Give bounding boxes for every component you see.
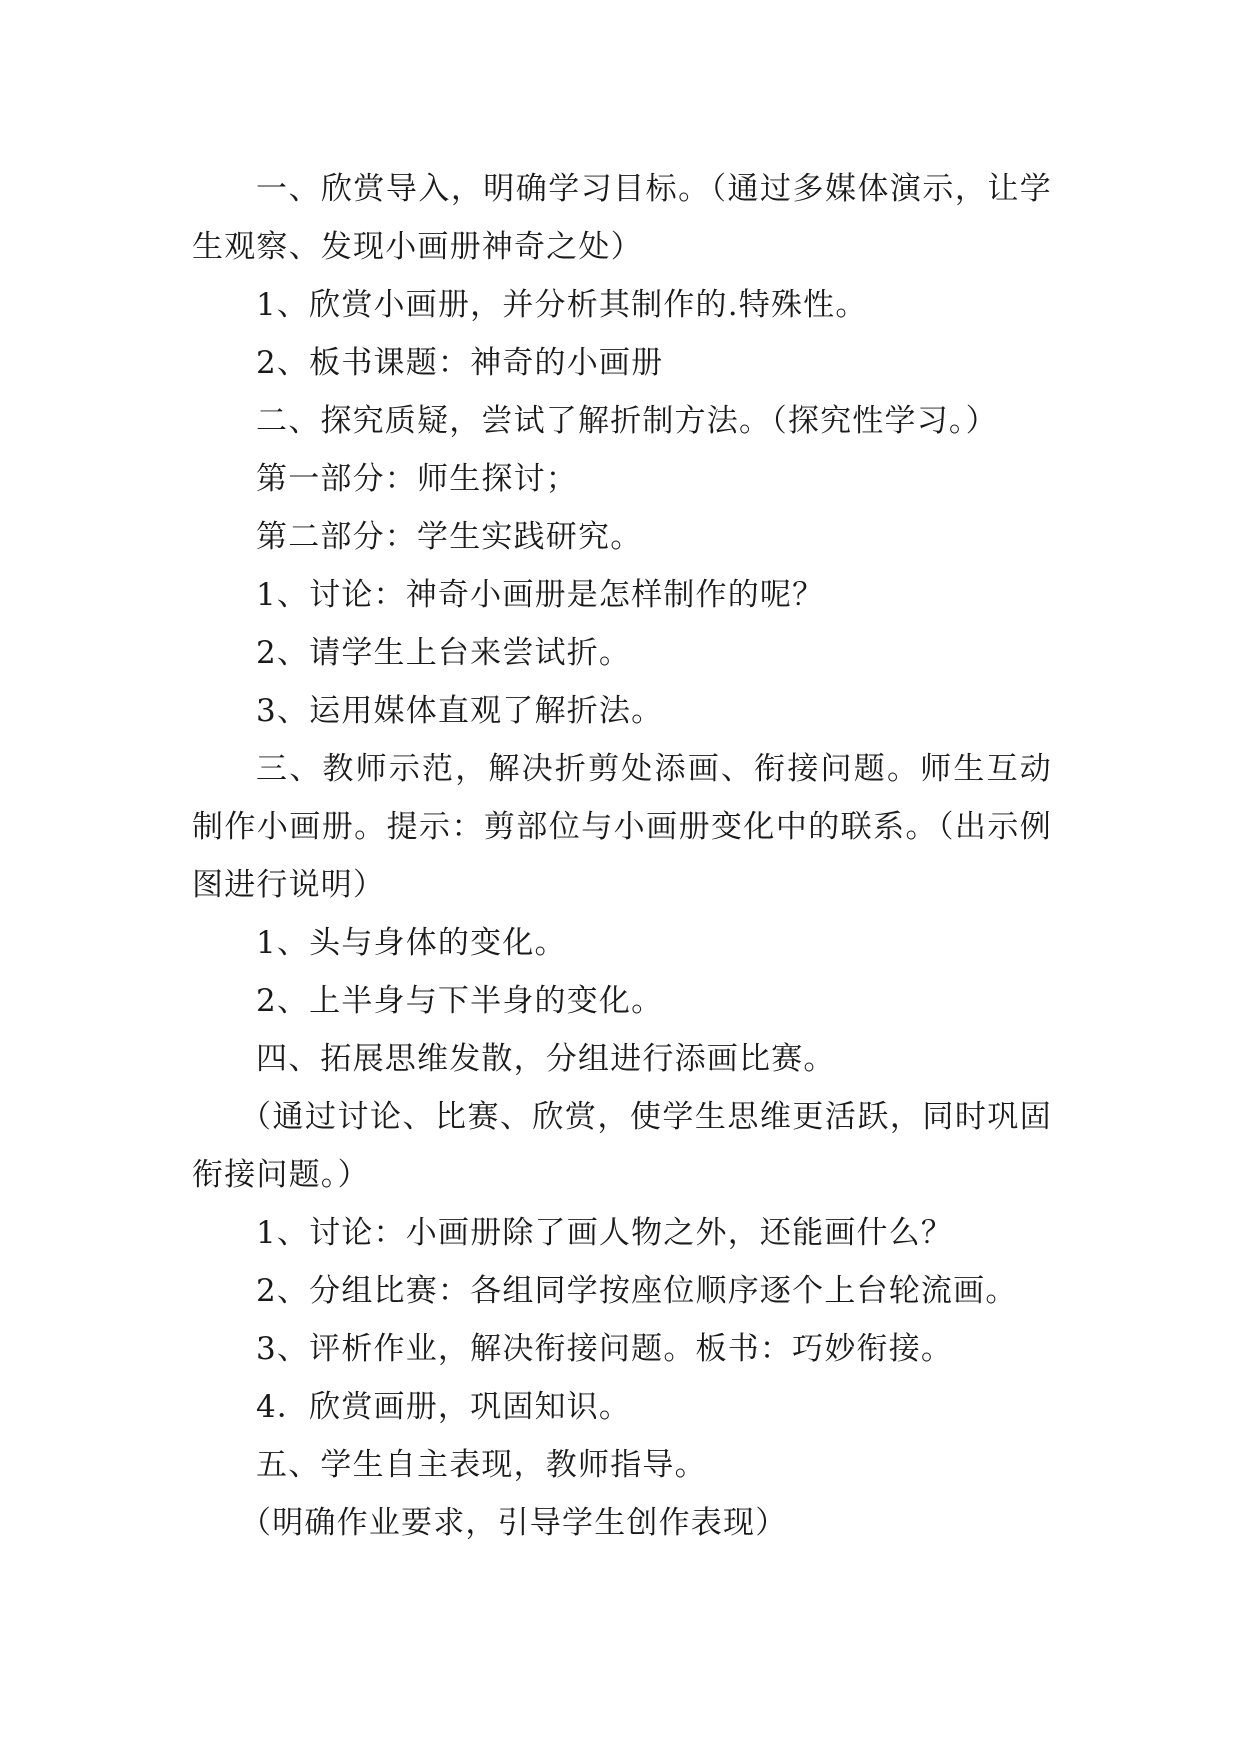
paragraph-section-1-heading: 一、欣赏导入，明确学习目标。（通过多媒体演示，让学生观察、发现小画册神奇之处） — [192, 171, 1052, 265]
paragraph-item: 第一部分：师生探讨； — [256, 461, 578, 497]
paragraph-item: 3、运用媒体直观了解折法。 — [256, 693, 664, 729]
paragraph-item: 1、讨论：小画册除了画人物之外，还能画什么？ — [256, 1215, 954, 1251]
paragraph-section-3-heading: 三、教师示范，解决折剪处添画、衔接问题。师生互动制作小画册。提示：剪部位与小画册变化中的联系。（出示例图进行说明） — [192, 751, 1052, 903]
paragraph-item: 2、上半身与下半身的变化。 — [256, 983, 664, 1019]
paragraph-item: 2、分组比赛：各组同学按座位顺序逐个上台轮流画。 — [256, 1273, 1018, 1309]
paragraph-item: 1、头与身体的变化。 — [256, 925, 567, 961]
paragraph-item: 1、讨论：神奇小画册是怎样制作的呢？ — [256, 577, 825, 613]
paragraph-item: 第二部分：学生实践研究。 — [256, 519, 643, 555]
paragraph-section-5-heading: 五、学生自主表现，教师指导。 — [256, 1447, 707, 1483]
paragraph-note: （通过讨论、比赛、欣赏，使学生思维更活跃，同时巩固衔接问题。） — [192, 1099, 1052, 1193]
paragraph-section-2-heading: 二、探究质疑，尝试了解折制方法。（探究性学习。） — [256, 403, 998, 439]
paragraph-note: （明确作业要求，引导学生创作表现） — [240, 1505, 788, 1541]
paragraph-item: 4．欣赏画册，巩固知识。 — [256, 1389, 632, 1425]
paragraph-item: 3、评析作业，解决衔接问题。板书：巧妙衔接。 — [256, 1331, 954, 1367]
paragraph-item: 1、欣赏小画册，并分析其制作的.特殊性。 — [256, 287, 868, 323]
paragraph-item: 2、请学生上台来尝试折。 — [256, 635, 632, 671]
document-body — [192, 160, 1052, 1552]
paragraph-section-4-heading: 四、拓展思维发散，分组进行添画比赛。 — [256, 1041, 836, 1077]
paragraph-item: 2、板书课题：神奇的小画册 — [256, 345, 664, 381]
